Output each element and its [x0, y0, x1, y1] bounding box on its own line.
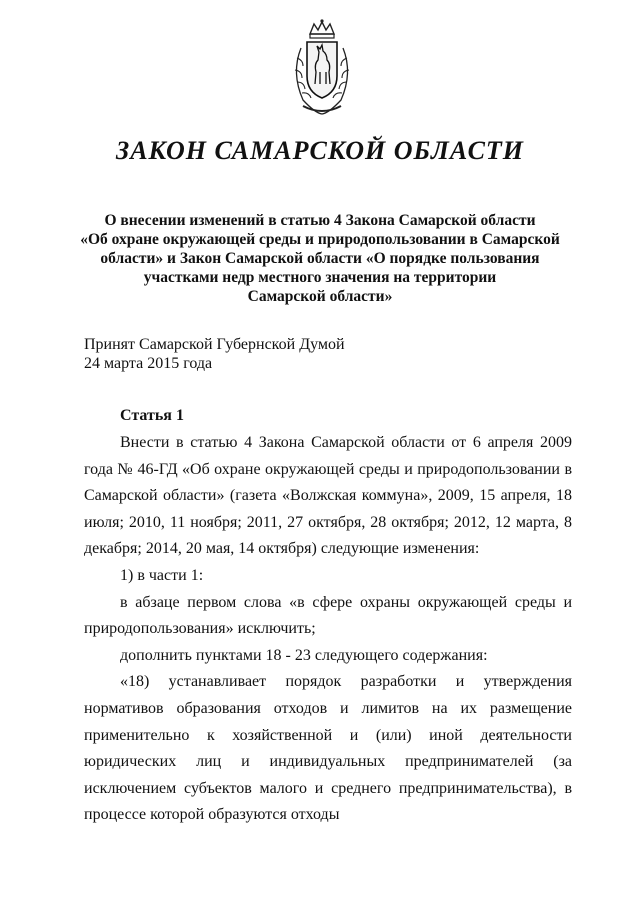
- law-subject: [70, 211, 570, 306]
- article-paragraph: дополнить пунктами 18 - 23 следующего содержания:: [120, 646, 488, 664]
- subject-line: Самарской области»: [247, 288, 393, 305]
- subject-line: О внесении изменений в статью 4 Закона Самарской области: [104, 212, 536, 229]
- subject-line: участками недр местного значения на территории: [143, 269, 497, 286]
- adoption-block: [84, 335, 345, 373]
- article-paragraph: Внести в статью 4 Закона Самарской области от 6 апреля 2009 года № 46-ГД «Об охране окружающей среды и природопользовании в Самарской области» (газета «Волжская коммуна», 2009, 15 апреля, 18 июля; 2010, 11 ноября; 2011, 27 октября, 28 октября; 2012, 12 марта, 8 декабря; 2014, 20 мая, 14 октября) следующие изменения:: [84, 434, 572, 558]
- article-heading: Статья 1: [120, 407, 184, 424]
- subject-line: области» и Закон Самарской области «О порядке пользования: [100, 250, 540, 267]
- samara-coat-of-arms-icon: [283, 18, 361, 118]
- adoption-body: Принят Самарской Губернской Думой: [84, 336, 345, 353]
- subject-line: «Об охране окружающей среды и природопользовании в Самарской: [80, 231, 560, 248]
- adoption-date: 24 марта 2015 года: [84, 355, 213, 372]
- article-paragraph: «18) устанавливает порядок разработки и утверждения нормативов образования отходов и лимитов на их размещение применительно к хозяйственной и (или) иной деятельности юридических лиц и индивидуальных предпринимателей (за исключением субъектов малого и среднего предпринимательства), в процессе которой образуются отходы: [84, 673, 572, 824]
- article-paragraph: 1) в части 1:: [120, 566, 204, 584]
- article-body: [84, 430, 572, 829]
- article-paragraph: в абзаце первом слова «в сфере охраны окружающей среды и природопользования» исключить;: [84, 593, 572, 638]
- law-title: ЗАКОН САМАРСКОЙ ОБЛАСТИ: [115, 136, 525, 165]
